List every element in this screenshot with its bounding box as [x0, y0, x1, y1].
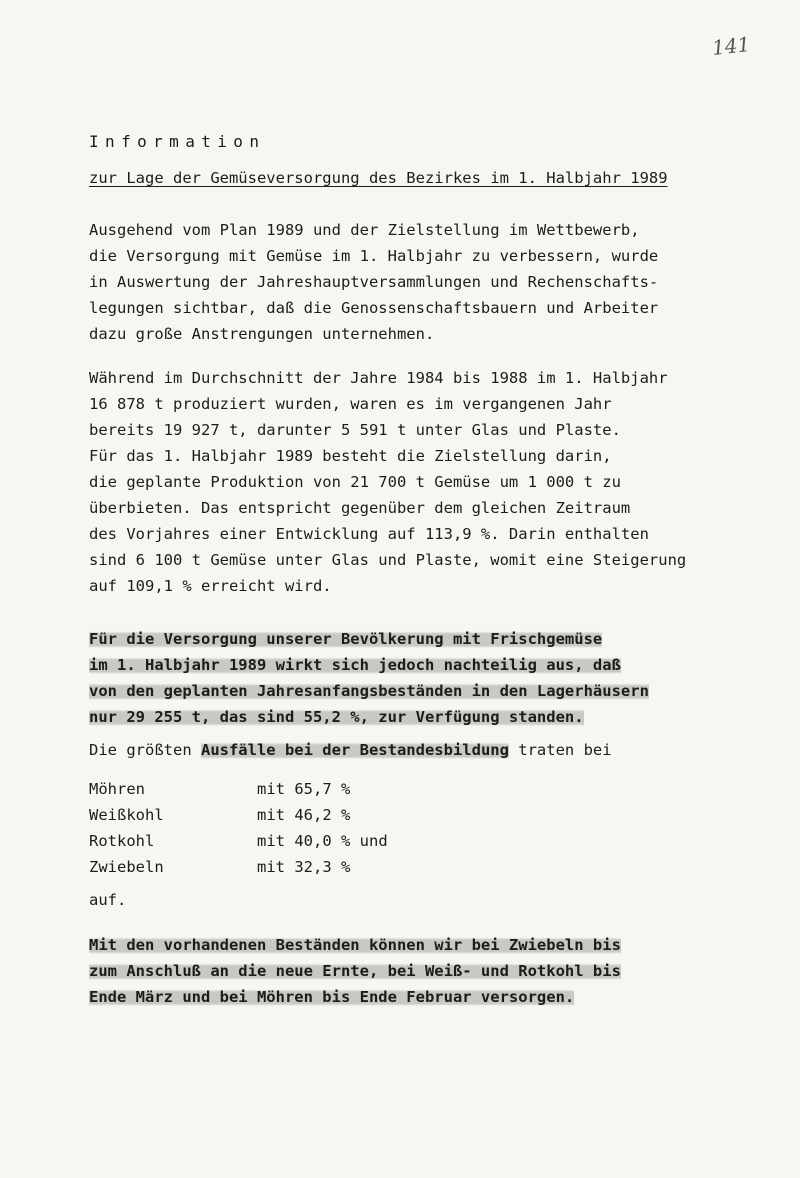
- handwritten-page-number: 141: [710, 32, 752, 60]
- intro-text: traten bei: [508, 741, 612, 759]
- crop-value: mit 40,0 % und: [257, 832, 388, 850]
- table-row: [89, 854, 388, 880]
- crop-value: mit 65,7 %: [257, 780, 351, 798]
- highlighted-text: Für die Versorgung unserer Bevölkerung mit Frischgemüse: [89, 630, 603, 648]
- text-line: in Auswertung der Jahreshauptversammlungen und Rechenschafts-: [89, 273, 659, 291]
- highlighted-text: Ausfälle bei der Bestandesbildung: [200, 741, 509, 759]
- highlighted-text: zum Anschluß an die neue Ernte, bei Weiß- und Rotkohl bis: [89, 962, 621, 980]
- text-line: überbieten. Das entspricht gegenüber dem gleichen Zeitraum: [89, 499, 631, 517]
- highlighted-text: nur 29 255 t, das sind 55,2 %, zur Verfügung standen.: [89, 708, 584, 726]
- shortfall-intro: [89, 741, 612, 759]
- crop-value: mit 46,2 %: [257, 806, 351, 824]
- text-line: [89, 984, 769, 1010]
- text-line: die Versorgung mit Gemüse im 1. Halbjahr zu verbessern, wurde: [89, 247, 659, 265]
- text-line: Ausgehend vom Plan 1989 und der Zielstellung im Wettbewerb,: [89, 221, 640, 239]
- highlighted-text: Ende März und bei Möhren bis Ende Februar versorgen.: [89, 988, 575, 1006]
- document-subtitle: zur Lage der Gemüseversorgung des Bezirkes im 1. Halbjahr 1989: [89, 169, 668, 187]
- crop-name: Möhren: [89, 780, 145, 798]
- highlighted-text: von den geplanten Jahresanfangsbeständen in den Lagerhäusern: [89, 682, 649, 700]
- paragraph-production: [89, 365, 769, 599]
- text-line: [89, 704, 769, 730]
- crop-name: Zwiebeln: [89, 858, 164, 876]
- text-line: des Vorjahres einer Entwicklung auf 113,9 %. Darin enthalten: [89, 525, 649, 543]
- paragraph-supply-outlook: [89, 932, 769, 1010]
- text-line: auf 109,1 % erreicht wird.: [89, 577, 332, 595]
- text-line: [89, 678, 769, 704]
- text-line: die geplante Produktion von 21 700 t Gemüse um 1 000 t zu: [89, 473, 621, 491]
- text-line: [89, 932, 769, 958]
- table-row: [89, 802, 388, 828]
- paragraph-stock-shortfall: [89, 626, 769, 730]
- shortfall-table: [89, 776, 388, 880]
- crop-name: Weißkohl: [89, 806, 164, 824]
- paragraph-plan-1989: [89, 217, 769, 347]
- document-title: Information: [89, 132, 266, 151]
- intro-text: Die größten: [89, 741, 201, 759]
- text-line: Während im Durchschnitt der Jahre 1984 bis 1988 im 1. Halbjahr: [89, 369, 668, 387]
- table-row: [89, 828, 388, 854]
- highlighted-text: im 1. Halbjahr 1989 wirkt sich jedoch nachteilig aus, daß: [89, 656, 621, 674]
- text-line: [89, 652, 769, 678]
- text-line: Für das 1. Halbjahr 1989 besteht die Zielstellung darin,: [89, 447, 612, 465]
- table-row: [89, 776, 388, 802]
- crop-name: Rotkohl: [89, 832, 155, 850]
- table-closing-word: auf.: [89, 891, 127, 909]
- text-line: sind 6 100 t Gemüse unter Glas und Plaste, womit eine Steigerung: [89, 551, 687, 569]
- text-line: [89, 958, 769, 984]
- text-line: legungen sichtbar, daß die Genossenschaftsbauern und Arbeiter: [89, 299, 659, 317]
- text-line: [89, 626, 769, 652]
- highlighted-text: Mit den vorhandenen Beständen können wir bei Zwiebeln bis: [89, 936, 621, 954]
- text-line: bereits 19 927 t, darunter 5 591 t unter Glas und Plaste.: [89, 421, 621, 439]
- crop-value: mit 32,3 %: [257, 858, 351, 876]
- text-line: 16 878 t produziert wurden, waren es im vergangenen Jahr: [89, 395, 612, 413]
- text-line: dazu große Anstrengungen unternehmen.: [89, 325, 435, 343]
